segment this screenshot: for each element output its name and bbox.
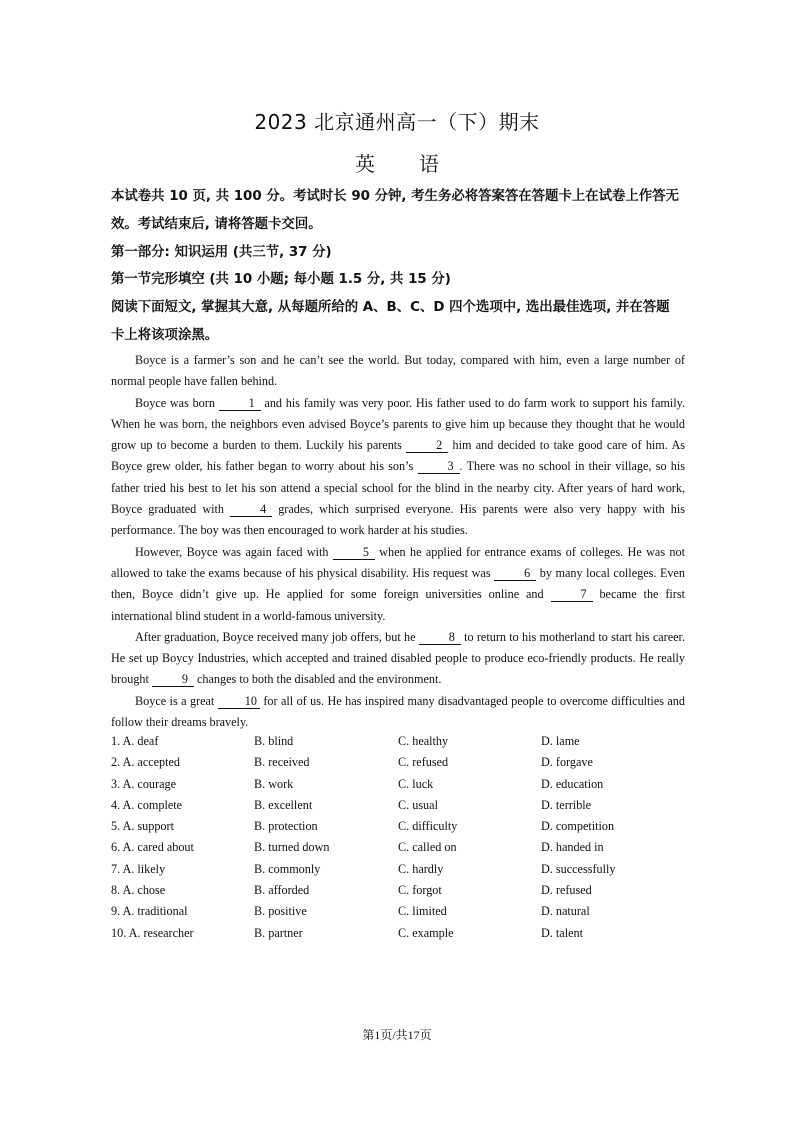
instructions-line-1: 本试卷共 10 页, 共 100 分。考试时长 90 分钟, 考生务必将答案答在答题卡上在试卷上作答无 (111, 189, 679, 204)
answer-options (111, 734, 685, 947)
option-8-b: B. afforded (254, 883, 310, 898)
option-7-d: D. successfully (541, 861, 616, 876)
paragraph-2: Boyce was born 1 and his family was very poor. His father used to do farm work to support his family. When he was born, the neighbors even advised Boyce’s parents to give him up because they thought that he would grow up to become a burden to them. Luckily his parents 2 him and decided to take good care of him. As Boyce grew older, his father began to worry about his son’s 3 . There was no school in their village, so his father tried his best to let his son attend a special school for the blind in the nearby city. After years of hard work, Boyce graduated with 4 grades, which surprised everyone. His parents were also very happy with his performance. The boy was then encouraged to work harder at his studies. (111, 395, 686, 538)
option-7-b: B. commonly (254, 861, 321, 876)
instructions-line-2: 效。考试结束后, 请将答题卡交回。 (111, 217, 322, 232)
blank-5: 5 (333, 546, 375, 560)
option-5-b: B. protection (254, 819, 318, 834)
option-row-1 (111, 734, 685, 755)
option-10-a: 10. A. researcher (111, 925, 194, 940)
option-2-b: B. received (254, 755, 310, 770)
option-4-a: 4. A. complete (111, 797, 183, 812)
option-6-b: B. turned down (254, 840, 330, 855)
subject-char-1: 英 (355, 152, 375, 176)
option-2-d: D. forgave (541, 755, 593, 770)
option-9-b: B. positive (254, 904, 307, 919)
blank-4: 4 (230, 503, 272, 517)
option-4-d: D. terrible (541, 797, 592, 812)
paragraph-3: However, Boyce was again faced with 5 when he applied for entrance exams of colleges. He was not allowed to take the exams because of his physical disability. His request was 6 by many local colleges. Even then, Boyce didn’t give up. He applied for some foreign universities online and 7 became the first international blind student in a world-famous university. (111, 544, 686, 623)
option-9-a: 9. A. traditional (111, 904, 188, 919)
paragraph-1: Boyce is a farmer’s son and he can’t see the world. But today, compared with him, even a large number of normal people have fallen behind. (111, 353, 685, 389)
option-row-5 (111, 819, 685, 840)
option-4-b: B. excellent (254, 797, 313, 812)
option-9-c: C. limited (398, 904, 447, 919)
blank-9: 9 (152, 673, 194, 687)
blank-2: 2 (406, 439, 448, 453)
option-row-9 (111, 904, 685, 925)
option-3-b: B. work (254, 776, 294, 791)
option-row-7 (111, 862, 685, 883)
option-6-c: C. called on (398, 840, 457, 855)
option-row-4 (111, 798, 685, 819)
option-6-a: 6. A. cared about (111, 840, 194, 855)
blank-10: 10 (218, 695, 260, 709)
option-row-2 (111, 755, 685, 776)
paragraph-4: After graduation, Boyce received many job offers, but he 8 to return to his motherland to start his career. He set up Boycy Industries, which accepted and trained disabled people to produce eco-friendly products. He really brought 9 changes to both the disabled and the environment. (111, 629, 685, 687)
page-number: 第1页/共17页 (362, 1028, 432, 1042)
option-10-c: C. example (398, 925, 454, 940)
option-1-b: B. blind (254, 734, 294, 748)
subject-heading (0, 148, 794, 177)
blank-8: 8 (419, 631, 461, 645)
option-10-b: B. partner (254, 925, 303, 940)
option-row-10 (111, 926, 685, 947)
option-1-d: D. lame (541, 734, 580, 748)
blank-3: 3 (418, 460, 460, 474)
option-7-a: 7. A. likely (111, 861, 166, 876)
option-3-a: 3. A. courage (111, 776, 176, 791)
subject-char-2: 语 (419, 152, 439, 176)
option-9-d: D. natural (541, 904, 590, 919)
option-2-c: C. refused (398, 755, 449, 770)
option-3-d: D. education (541, 776, 604, 791)
blank-1: 1 (219, 397, 261, 411)
option-8-d: D. refused (541, 883, 592, 898)
option-6-d: D. handed in (541, 840, 604, 855)
option-row-3 (111, 777, 685, 798)
option-8-a: 8. A. chose (111, 883, 166, 898)
option-7-c: C. hardly (398, 861, 444, 876)
option-5-c: C. difficulty (398, 819, 458, 834)
page-title: 2023 北京通州高一（下）期末 (254, 110, 540, 134)
option-1-a: 1. A. deaf (111, 734, 159, 748)
blank-7: 7 (551, 588, 593, 602)
option-row-8 (111, 883, 685, 904)
directions-line-1: 阅读下面短文, 掌握其大意, 从每题所给的 A、B、C、D 四个选项中, 选出最佳选项, 并在答题 (111, 300, 670, 315)
option-row-6 (111, 840, 685, 861)
option-2-a: 2. A. accepted (111, 755, 181, 770)
blank-6: 6 (494, 567, 536, 581)
option-8-c: C. forgot (398, 883, 442, 898)
option-3-c: C. luck (398, 776, 434, 791)
part-heading: 第一部分: 知识运用 (共三节, 37 分) (111, 245, 332, 260)
section-heading: 第一节完形填空 (共 10 小题; 每小题 1.5 分, 共 15 分) (111, 272, 451, 287)
option-4-c: C. usual (398, 797, 438, 812)
paragraph-5: Boyce is a great 10 for all of us. He has inspired many disadvantaged people to overcome difficulties and follow their dreams bravely. (111, 693, 685, 730)
option-1-c: C. healthy (398, 734, 449, 748)
option-10-d: D. talent (541, 925, 583, 940)
directions-line-2: 卡上将该项涂黑。 (111, 328, 219, 343)
option-5-a: 5. A. support (111, 819, 174, 834)
cloze-passage (111, 350, 685, 733)
option-5-d: D. competition (541, 819, 615, 834)
